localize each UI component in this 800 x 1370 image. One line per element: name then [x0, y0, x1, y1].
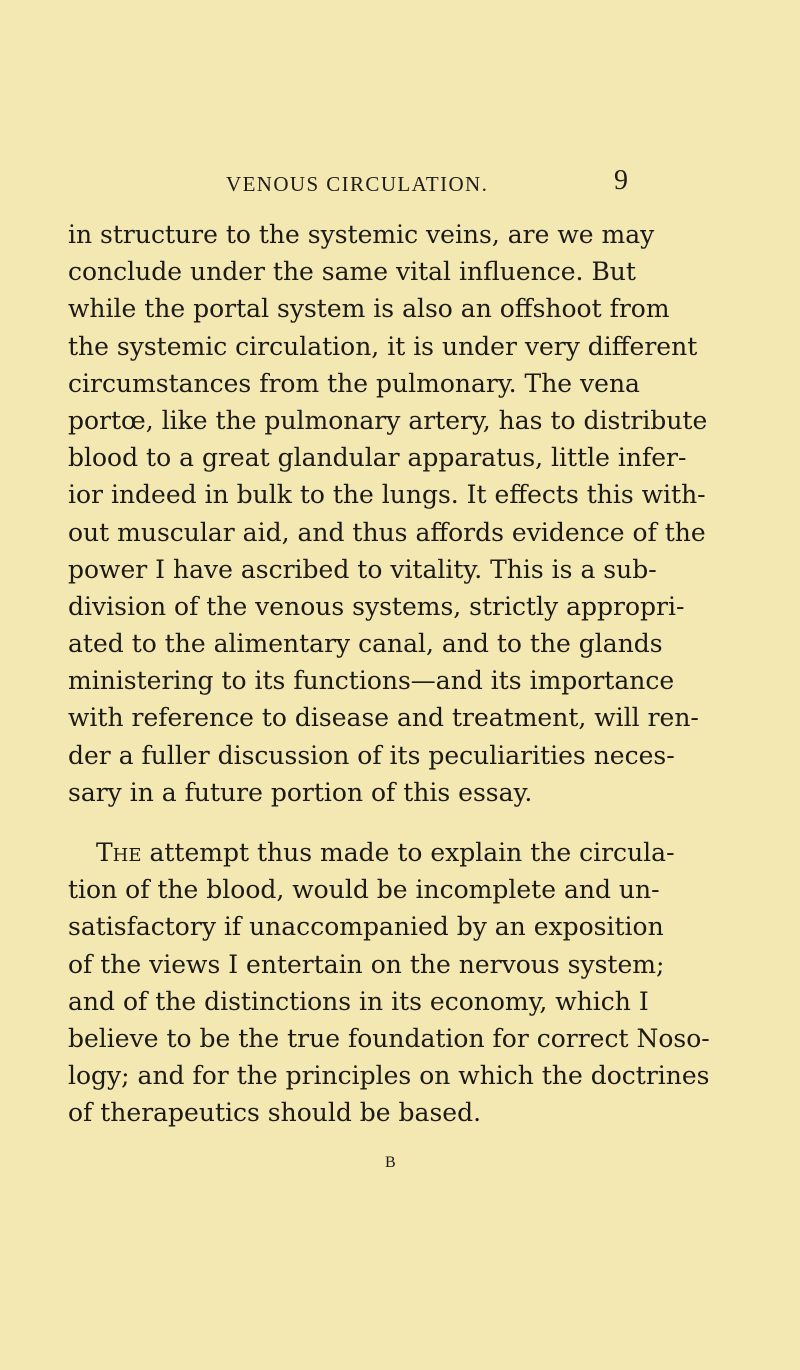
paragraph-2	[68, 834, 710, 1132]
text-line: power I have ascribed to vitality. This is a sub-	[68, 554, 657, 584]
text-line: tion of the blood, would be incomplete and un-	[68, 875, 660, 905]
text-line: ministering to its functions—and its importance	[68, 666, 675, 696]
text-line: circumstances from the pulmonary. The vena	[68, 368, 640, 398]
text-line: of the views I entertain on the nervous system;	[68, 949, 665, 979]
text-line: and of the distinctions in its economy, which I	[68, 986, 649, 1016]
text-line	[68, 834, 675, 871]
running-head-title: VENOUS CIRCULATION.	[226, 172, 489, 196]
body-text	[68, 216, 710, 1132]
text-line: while the portal system is also an offshoot from	[68, 294, 670, 324]
text-line: of therapeutics should be based.	[68, 1098, 482, 1128]
text-line: division of the venous systems, strictly appropri-	[68, 591, 685, 621]
paragraph-spacer	[68, 811, 630, 834]
text-line: in structure to the systemic veins, are we may	[68, 220, 655, 249]
text-line: conclude under the same vital influence. But	[68, 257, 636, 287]
page-number: 9	[614, 165, 628, 196]
running-head	[0, 165, 800, 202]
text-line: out muscular aid, and thus affords evidence of the	[68, 517, 706, 547]
text-line-rest: attempt thus made to explain the circula-	[141, 838, 675, 867]
text-line: ior indeed in bulk to the lungs. It effects this with-	[68, 480, 706, 510]
text-line: sary in a future portion of this essay.	[68, 777, 533, 807]
text-line: believe to be the true foundation for correct Noso-	[68, 1023, 710, 1053]
text-line: ated to the alimentary canal, and to the glands	[68, 629, 663, 659]
paragraph-1	[68, 216, 708, 811]
text-line: satisfactory if unaccompanied by an exposition	[68, 912, 664, 942]
text-line: blood to a great glandular apparatus, little infer-	[68, 443, 687, 473]
text-line: logy; and for the principles on which the doctrines	[68, 1061, 710, 1091]
paragraph-opening-word: The	[96, 838, 142, 867]
text-line: with reference to disease and treatment, will ren-	[68, 703, 699, 733]
signature-mark: B	[385, 1154, 396, 1171]
text-line: portœ, like the pulmonary artery, has to distribute	[68, 405, 708, 435]
text-line: der a fuller discussion of its peculiarities neces-	[68, 740, 675, 770]
text-line: the systemic circulation, it is under very different	[68, 331, 698, 361]
